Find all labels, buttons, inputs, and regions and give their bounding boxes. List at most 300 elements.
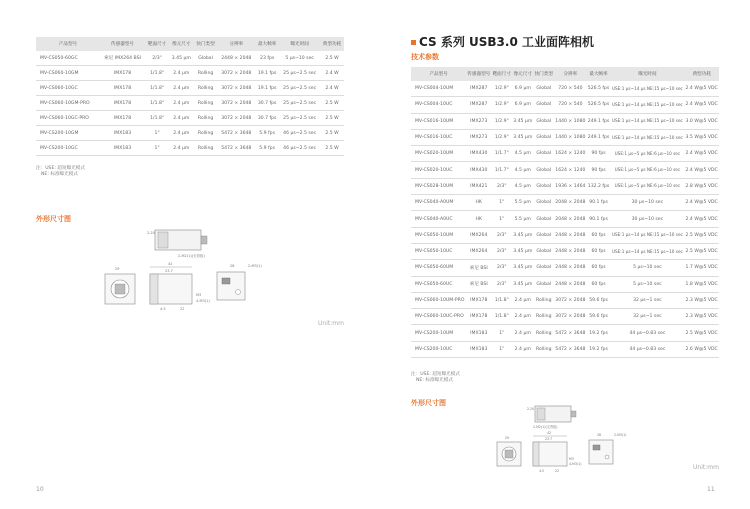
column-header: 典型功耗 (320, 37, 344, 51)
table-cell: MV-CS016-10UC (411, 129, 466, 145)
column-header: 像元尺寸 (169, 37, 194, 51)
table-cell: IMX178 (100, 111, 145, 126)
note-ne: NE: 标准曝光模式 (41, 172, 78, 177)
table-cell: 3.45 μm (512, 276, 533, 292)
table-cell: 5 μs~10 sec (610, 260, 684, 276)
table-cell: 2.8 W@5 VDC (684, 178, 719, 194)
m3-label: M3 (569, 457, 574, 461)
table-cell: 2.5 W (320, 126, 344, 141)
notes (36, 166, 85, 178)
len-23: 23.7 (165, 269, 173, 273)
table-cell: MV-CS200-10UC (411, 341, 466, 357)
table-cell: MV-CS040-A0UC (411, 211, 466, 227)
table-cell: IMX264 (466, 243, 491, 259)
bolt-4: 4-M3(1) (196, 299, 210, 303)
table-cell: 5 μs~10 sec (279, 51, 320, 66)
table-row (36, 141, 344, 156)
len-42: 42 (168, 262, 173, 266)
table-cell: 526.5 fps (587, 97, 611, 113)
bolt-4: 4-M3(1) (569, 462, 582, 466)
table-row (411, 227, 719, 243)
table-cell: HK (466, 195, 491, 211)
table-cell: MV-CS004-10UM (411, 81, 466, 97)
page-title-text: CS 系列 USB3.0 工业面阵相机 (419, 35, 594, 49)
table-cell: 19.1 fps (255, 81, 279, 96)
table-cell: 2/3" (491, 260, 512, 276)
table-cell: USE:1 μs~14 μs NE:15 μs~10 sec (610, 227, 684, 243)
table-cell: 1/2.9" (491, 113, 512, 129)
table-cell: 2.5 W@5 VDC (684, 325, 719, 341)
table-cell: USE:1 μs~5 μs NE:6 μs~10 sec (610, 178, 684, 194)
table-cell: 3072 × 2048 (217, 111, 255, 126)
column-header: 最大帧率 (587, 67, 611, 81)
column-header: 产品型号 (411, 67, 466, 81)
table-cell: 4.5 μm (512, 146, 533, 162)
column-header: 分辨率 (554, 67, 587, 81)
table-cell: MV-CS050-60GC (36, 51, 100, 66)
table-cell: 44 μs~0.83 sec (610, 325, 684, 341)
table-cell: 1.7 W@5 VDC (684, 260, 719, 276)
table-cell: 2.3 W@5 VDC (684, 309, 719, 325)
dimension-drawing (100, 222, 290, 322)
table-cell: 32 μs~1 sec (610, 309, 684, 325)
table-cell: 3.0 W@5 VDC (684, 113, 719, 129)
table-cell: 90 fps (587, 162, 611, 178)
table-row (411, 178, 719, 194)
table-cell: 30 μs~10 sec (610, 211, 684, 227)
table-cell: MV-CS020-10UC (411, 162, 466, 178)
unit-label: Unit:mm (318, 320, 344, 327)
table-cell: Rolling (533, 309, 554, 325)
table-cell: MV-CS060-10UC-PRO (411, 309, 466, 325)
table-cell: Global (533, 162, 554, 178)
table-cell: 1" (491, 211, 512, 227)
table-cell: 5472 × 3648 (217, 126, 255, 141)
table-row (411, 81, 719, 97)
table-row (411, 276, 719, 292)
table-cell: 25 μs~2.5 sec (279, 96, 320, 111)
table-cell: 90 fps (587, 146, 611, 162)
table-cell: 1" (145, 141, 169, 156)
table-cell: 132.2 fps (587, 178, 611, 194)
table-cell: 3.5 W@5 VDC (684, 129, 719, 145)
table-cell: 3072 × 2048 (554, 309, 587, 325)
table-cell: 249.1 fps (587, 129, 611, 145)
table-cell: MV-CS060-10UM-PRO (411, 292, 466, 308)
table-cell: USE:1 μs~5 μs NE:6 μs~10 sec (610, 146, 684, 162)
table-cell: Rolling (194, 111, 218, 126)
table-cell: 1/1.7" (491, 146, 512, 162)
table-cell: 2/3" (491, 178, 512, 194)
table-row (411, 162, 719, 178)
table-cell: 2.6 W@5 VDC (684, 341, 719, 357)
dimension-label: 外形尺寸图 (411, 399, 446, 407)
table-cell: 1624 × 1240 (554, 146, 587, 162)
table-cell: 5.5 μm (512, 211, 533, 227)
column-header: 曝光时间 (610, 67, 684, 81)
table-cell: IMX183 (466, 325, 491, 341)
right-spec-table (411, 67, 719, 358)
table-cell: 2448 × 2048 (554, 227, 587, 243)
table-cell: IMX287 (466, 97, 491, 113)
table-header-row (36, 37, 344, 51)
dimension-drawing (493, 402, 643, 478)
dim-2-20: 2.20 (147, 231, 155, 235)
unit-label: Unit:mm (693, 464, 719, 471)
table-cell: 索尼 BSI (466, 276, 491, 292)
table-cell: Global (533, 276, 554, 292)
table-cell: 索尼 IMX264 BSI (100, 51, 145, 66)
table-cell: IMX178 (100, 66, 145, 81)
table-cell: 1/1.8" (145, 111, 169, 126)
table-cell: 720 × 540 (554, 97, 587, 113)
table-cell: 1/1.8" (145, 81, 169, 96)
table-cell: 3072 × 2048 (554, 292, 587, 308)
table-cell: MV-CS060-10GC-PRO (36, 111, 100, 126)
table-cell: 5 μs~10 sec (610, 276, 684, 292)
column-header: 分辨率 (217, 37, 255, 51)
bolt-label: 2-M2(1)(无背板) (533, 425, 558, 429)
table-cell: 2.4 μm (169, 81, 194, 96)
table-cell: 2448 × 2048 (217, 51, 255, 66)
table-cell: 59.6 fps (587, 292, 611, 308)
table-cell: MV-CS050-10UC (411, 243, 466, 259)
table-cell: Rolling (194, 81, 218, 96)
column-header: 靶面尺寸 (145, 37, 169, 51)
table-row (36, 51, 344, 66)
column-header: 快门类型 (194, 37, 218, 51)
table-cell: 1.8 W@5 VDC (684, 276, 719, 292)
table-cell: IMX430 (466, 146, 491, 162)
table-row (411, 341, 719, 357)
table-cell: MV-CS050-60UM (411, 260, 466, 276)
table-cell: 3.45 μm (512, 243, 533, 259)
table-cell: 2/3" (491, 243, 512, 259)
table-cell: 60 fps (587, 227, 611, 243)
table-cell: USE:1 μs~14 μs NE:15 μs~10 sec (610, 81, 684, 97)
note-use: 注：USE: 超短曝光模式 (411, 372, 460, 377)
column-header: 传感器型号 (466, 67, 491, 81)
table-cell: 1" (491, 325, 512, 341)
table-row (36, 81, 344, 96)
table-cell: 2.4 μm (512, 325, 533, 341)
table-cell: 5.9 fps (255, 126, 279, 141)
column-header: 曝光时间 (279, 37, 320, 51)
table-cell: 1/1.8" (145, 96, 169, 111)
table-row (411, 146, 719, 162)
bolt-label: 2-M2(1)(无背板) (178, 254, 205, 258)
table-cell: MV-CS016-10UM (411, 113, 466, 129)
len-42: 42 (547, 431, 552, 435)
table-cell: 1440 × 1080 (554, 129, 587, 145)
note-ne: NE: 标准曝光模式 (416, 378, 453, 383)
table-cell: 30.7 fps (255, 96, 279, 111)
table-cell: 90.1 fps (587, 195, 611, 211)
table-cell: 2448 × 2048 (554, 260, 587, 276)
table-cell: 1" (145, 126, 169, 141)
table-cell: 2048 × 2048 (554, 211, 587, 227)
table-cell: Rolling (533, 292, 554, 308)
table-cell: Global (194, 51, 218, 66)
dim-22: 22 (180, 307, 185, 311)
table-cell: Rolling (533, 341, 554, 357)
table-cell: 3072 × 2048 (217, 81, 255, 96)
table-cell: 2/3" (491, 276, 512, 292)
table-cell: 2448 × 2048 (554, 276, 587, 292)
table-cell: Rolling (194, 66, 218, 81)
table-cell: Global (533, 129, 554, 145)
table-cell: Global (533, 81, 554, 97)
table-cell: 3.45 μm (169, 51, 194, 66)
table-cell: 25 μs~2.5 sec (279, 66, 320, 81)
page-number: 11 (707, 486, 715, 493)
table-cell: Global (533, 195, 554, 211)
table-cell: Rolling (194, 126, 218, 141)
bolt-4b: 2-M3(1) (248, 264, 262, 268)
table-cell: 5472 × 3648 (554, 341, 587, 357)
column-header: 像元尺寸 (512, 67, 533, 81)
table-row (411, 309, 719, 325)
dim-28: 28 (230, 264, 235, 268)
table-cell: 1/2.9" (491, 97, 512, 113)
table-cell: 4.5 μm (512, 162, 533, 178)
table-cell: Global (533, 178, 554, 194)
dim-22: 22 (555, 469, 560, 473)
table-cell: 2.5 W (320, 141, 344, 156)
table-cell: IMX421 (466, 178, 491, 194)
table-row (411, 195, 719, 211)
table-cell: Global (533, 146, 554, 162)
column-header: 产品型号 (36, 37, 100, 51)
table-cell: 44 μs~0.83 sec (610, 341, 684, 357)
table-cell: USE:1 μs~14 μs NE:15 μs~10 sec (610, 243, 684, 259)
table-cell: 5.9 fps (255, 141, 279, 156)
table-cell: Rolling (194, 141, 218, 156)
table-cell: 2448 × 2048 (554, 243, 587, 259)
table-row (411, 325, 719, 341)
table-row (411, 260, 719, 276)
table-cell: 2.5 W@5 VDC (684, 227, 719, 243)
table-cell: IMX178 (466, 309, 491, 325)
table-cell: 46 μs~2.5 sec (279, 126, 320, 141)
table-row (36, 111, 344, 126)
table-cell: USE:1 μs~14 μs NE:15 μs~10 sec (610, 129, 684, 145)
table-cell: 2/3" (145, 51, 169, 66)
table-cell: 2.4 W@5 VDC (684, 81, 719, 97)
table-cell: 5472 × 3648 (217, 141, 255, 156)
table-cell: IMX178 (100, 96, 145, 111)
table-cell: 2.4 W@5 VDC (684, 146, 719, 162)
table-cell: 2.4 μm (169, 96, 194, 111)
table-cell: IMX273 (466, 129, 491, 145)
table-cell: 索尼 BSI (466, 260, 491, 276)
table-cell: 2.4 μm (512, 341, 533, 357)
table-cell: 59.6 fps (587, 309, 611, 325)
table-cell: MV-CS200-10GM (36, 126, 100, 141)
table-cell: 1624 × 1240 (554, 162, 587, 178)
table-cell: 19.2 fps (587, 325, 611, 341)
table-row (36, 96, 344, 111)
table-cell: 2.4 W@5 VDC (684, 211, 719, 227)
table-cell: 1440 × 1080 (554, 113, 587, 129)
column-header: 快门类型 (533, 67, 554, 81)
table-cell: HK (466, 211, 491, 227)
table-cell: 720 × 540 (554, 81, 587, 97)
table-row (411, 292, 719, 308)
table-cell: MV-CS004-10UC (411, 97, 466, 113)
table-cell: 2.4 W (320, 66, 344, 81)
table-cell: IMX178 (466, 292, 491, 308)
table-cell: 19.2 fps (587, 341, 611, 357)
table-cell: 32 μs~1 sec (610, 292, 684, 308)
table-cell: Rolling (533, 325, 554, 341)
table-cell: 1/1.8" (491, 309, 512, 325)
table-cell: MV-CS040-A0UM (411, 195, 466, 211)
table-cell: 60 fps (587, 260, 611, 276)
table-cell: Global (533, 97, 554, 113)
table-cell: Global (533, 227, 554, 243)
bolt-4b: 2-M3(1) (614, 433, 627, 437)
table-row (36, 66, 344, 81)
table-header-row (411, 67, 719, 81)
table-cell: 2.4 W@5 VDC (684, 195, 719, 211)
table-cell: IMX264 (466, 227, 491, 243)
page-number: 10 (36, 486, 44, 493)
table-row (411, 97, 719, 113)
table-cell: 1/1.8" (145, 66, 169, 81)
table-row (36, 126, 344, 141)
table-cell: 30.7 fps (255, 111, 279, 126)
table-cell: USE:1 μs~5 μs NE:6 μs~10 sec (610, 162, 684, 178)
table-cell: 2.4 μm (512, 309, 533, 325)
column-header: 典型功耗 (684, 67, 719, 81)
dim-28: 28 (597, 433, 602, 437)
table-cell: 6.9 μm (512, 81, 533, 97)
table-cell: 2.4 W (320, 81, 344, 96)
note-use: 注：USE: 超短曝光模式 (36, 166, 85, 171)
table-cell: 2.4 μm (169, 66, 194, 81)
table-cell: MV-CS020-10UM (411, 146, 466, 162)
column-header: 传感器型号 (100, 37, 145, 51)
table-cell: 249.1 fps (587, 113, 611, 129)
table-cell: IMX178 (100, 81, 145, 96)
table-cell: Global (533, 113, 554, 129)
table-cell: IMX430 (466, 162, 491, 178)
table-cell: 3072 × 2048 (217, 66, 255, 81)
table-cell: MV-CS050-60UC (411, 276, 466, 292)
table-cell: 2/3" (491, 227, 512, 243)
table-cell: 1936 × 1464 (554, 178, 587, 194)
table-cell: 3.45 μm (512, 227, 533, 243)
table-cell: 2.4 μm (512, 292, 533, 308)
table-row (411, 129, 719, 145)
table-cell: 6.9 μm (512, 97, 533, 113)
table-cell: Global (533, 243, 554, 259)
table-cell: Rolling (194, 96, 218, 111)
table-cell: USE:1 μs~14 μs NE:15 μs~10 sec (610, 113, 684, 129)
table-cell: MV-CS060-10GC (36, 81, 100, 96)
table-cell: MV-CS200-10GC (36, 141, 100, 156)
table-cell: MV-CS060-10GM-PRO (36, 96, 100, 111)
table-cell: 2.4 μm (169, 126, 194, 141)
table-cell: 2.5 W@5 VDC (684, 243, 719, 259)
column-header: 靶面尺寸 (491, 67, 512, 81)
table-cell: 25 μs~2.5 sec (279, 111, 320, 126)
front-height: 29 (115, 267, 120, 271)
dim-2-20: 2.20 (527, 407, 535, 411)
table-row (411, 211, 719, 227)
table-cell: 5.5 μm (512, 195, 533, 211)
notes (411, 372, 460, 384)
table-row (411, 243, 719, 259)
table-cell: IMX183 (466, 341, 491, 357)
table-cell: 1/2.9" (491, 81, 512, 97)
table-cell: 2048 × 2048 (554, 195, 587, 211)
table-cell: 60 fps (587, 276, 611, 292)
table-cell: 1" (491, 195, 512, 211)
left-spec-table (36, 37, 344, 156)
table-cell: 3.45 μm (512, 113, 533, 129)
table-cell: 2.4 μm (169, 111, 194, 126)
table-cell: 2.4 μm (169, 141, 194, 156)
m3-label: M3 (196, 293, 202, 297)
dim-45: 4.5 (539, 469, 545, 473)
table-cell: 60 fps (587, 243, 611, 259)
right-page (375, 0, 750, 509)
table-cell: 30 μs~10 sec (610, 195, 684, 211)
len-23: 23.7 (545, 437, 553, 441)
table-row (411, 113, 719, 129)
table-cell: 1/1.8" (491, 292, 512, 308)
table-cell: 23 fps (255, 51, 279, 66)
front-height: 29 (505, 436, 510, 440)
table-cell: 1/2.9" (491, 129, 512, 145)
table-cell: 5472 × 3648 (554, 325, 587, 341)
table-cell: 2.3 W@5 VDC (684, 292, 719, 308)
table-cell: 2.5 W (320, 51, 344, 66)
table-cell: 3.45 μm (512, 260, 533, 276)
table-cell: MV-CS060-10GM (36, 66, 100, 81)
table-cell: USE:1 μs~14 μs NE:15 μs~10 sec (610, 97, 684, 113)
table-cell: MV-CS028-10UM (411, 178, 466, 194)
table-cell: 1/1.7" (491, 162, 512, 178)
title-marker-icon (411, 40, 416, 45)
table-cell: MV-CS200-10UM (411, 325, 466, 341)
table-cell: 526.5 fps (587, 81, 611, 97)
table-cell: 19.1 fps (255, 66, 279, 81)
table-cell: 90.1 fps (587, 211, 611, 227)
table-cell: 46 μs~2.5 sec (279, 141, 320, 156)
table-cell: 2.5 W (320, 111, 344, 126)
section-subtitle: 技术参数 (411, 53, 439, 61)
table-cell: 1" (491, 341, 512, 357)
table-cell: 4.5 μm (512, 178, 533, 194)
table-cell: MV-CS050-10UM (411, 227, 466, 243)
table-cell: 2.4 W@5 VDC (684, 97, 719, 113)
column-header: 最大帧率 (255, 37, 279, 51)
table-cell: 25 μs~2.5 sec (279, 81, 320, 96)
table-cell: IMX273 (466, 113, 491, 129)
table-cell: Global (533, 211, 554, 227)
dimension-label: 外形尺寸图 (36, 215, 71, 223)
table-cell: 3.45 μm (512, 129, 533, 145)
table-cell: 3072 × 2048 (217, 96, 255, 111)
table-cell: Global (533, 260, 554, 276)
dim-45: 4.5 (160, 307, 166, 311)
table-cell: 2.4 W@5 VDC (684, 162, 719, 178)
table-cell: IMX287 (466, 81, 491, 97)
table-cell: 2.5 W (320, 96, 344, 111)
